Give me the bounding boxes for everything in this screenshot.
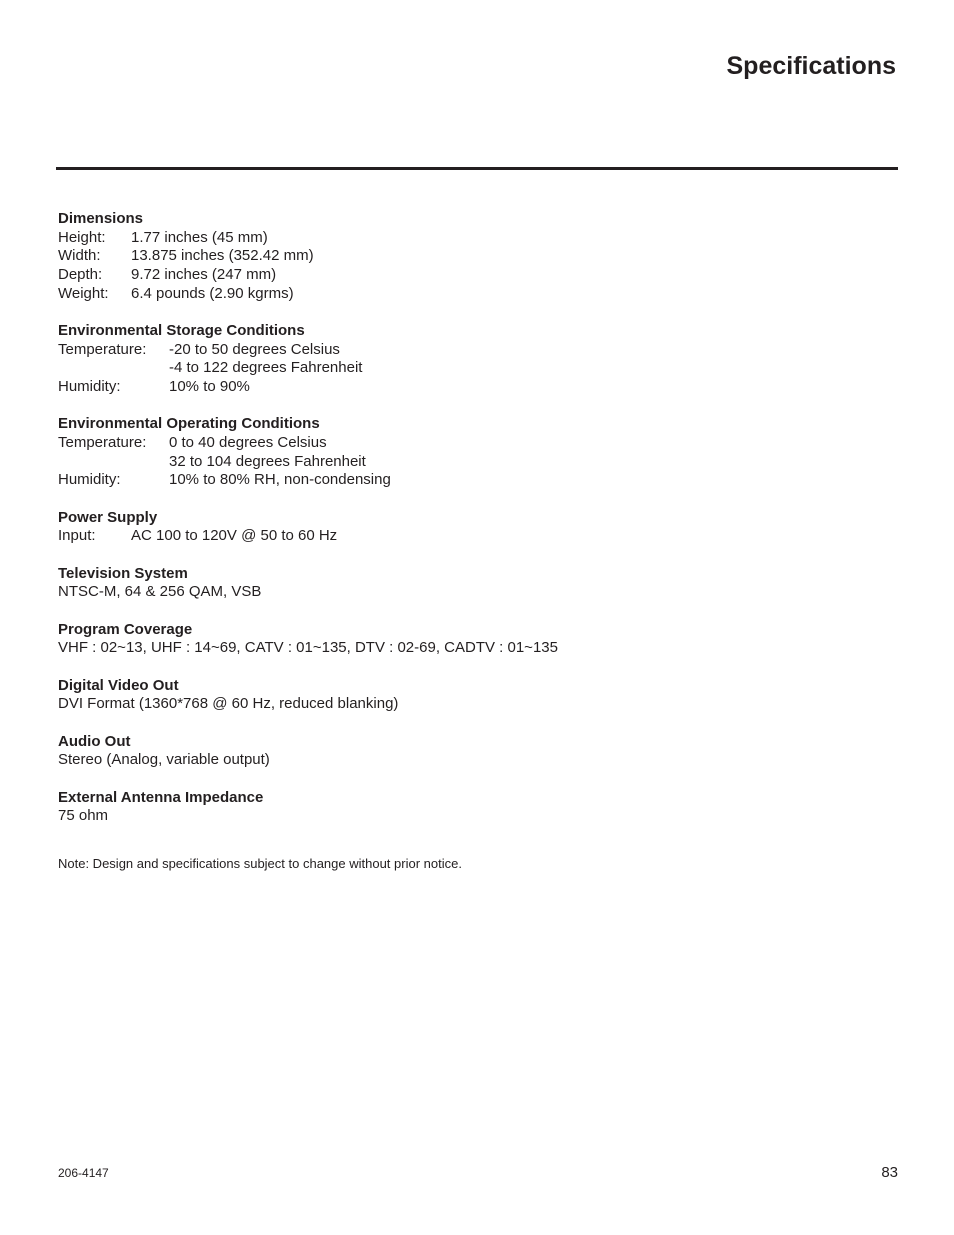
section-audio-out <box>58 733 898 770</box>
section-dimensions <box>58 210 898 303</box>
spec-label: Input: <box>58 527 96 545</box>
section-antenna-impedance <box>58 789 898 826</box>
spec-row-width <box>58 247 898 266</box>
spec-text: NTSC-M, 64 & 256 QAM, VSB <box>58 583 262 601</box>
spec-value: -20 to 50 degrees Celsius <box>169 340 340 358</box>
section-heading-dimensions: Dimensions <box>58 210 144 227</box>
spec-row-weight <box>58 285 898 304</box>
spec-row-storage-humidity <box>58 378 898 397</box>
spec-text: Stereo (Analog, variable output) <box>58 751 270 769</box>
spec-value: 9.72 inches (247 mm) <box>131 266 277 284</box>
spec-value: -4 to 122 degrees Fahrenheit <box>169 359 363 377</box>
page-number: 83 <box>881 1164 898 1181</box>
spec-label: Temperature: <box>58 434 147 452</box>
section-digital-video-out <box>58 677 898 714</box>
title-divider <box>56 167 898 170</box>
spec-row-operating-humidity <box>58 471 898 490</box>
spec-value: 32 to 104 degrees Fahrenheit <box>169 452 366 470</box>
spec-value: AC 100 to 120V @ 50 to 60 Hz <box>131 527 338 545</box>
section-television-system <box>58 565 898 602</box>
section-heading-tv-system: Television System <box>58 564 188 582</box>
spec-label: Weight: <box>58 284 109 302</box>
section-storage-conditions <box>58 322 898 397</box>
spec-label: Humidity: <box>58 378 121 396</box>
section-heading-power: Power Supply <box>58 508 158 526</box>
footnote: Note: Design and specifications subject to change without prior notice. <box>58 856 462 871</box>
spec-row-operating-temperature <box>58 434 898 453</box>
spec-row-storage-temperature <box>58 341 898 360</box>
spec-value: 6.4 pounds (2.90 kgrms) <box>131 284 294 302</box>
spec-label: Height: <box>58 228 106 246</box>
section-heading-storage: Environmental Storage Conditions <box>58 322 305 340</box>
section-power-supply <box>58 509 898 546</box>
spec-text: VHF : 02~13, UHF : 14~69, CATV : 01~135, DTV : 02-69, CADTV : 01~135 <box>58 639 558 657</box>
spec-row-operating-temperature-f <box>58 453 898 472</box>
spec-row-power-input <box>58 527 898 546</box>
spec-label: Temperature: <box>58 340 147 358</box>
spec-label: Width: <box>58 247 101 265</box>
page-title: Specifications <box>726 52 896 80</box>
spec-label: Depth: <box>58 266 103 284</box>
section-program-coverage <box>58 621 898 658</box>
section-heading-audio-out: Audio Out <box>58 732 131 750</box>
section-heading-operating: Environmental Operating Conditions <box>58 415 320 433</box>
spec-label <box>58 359 169 378</box>
spec-value: 10% to 80% RH, non-condensing <box>169 471 391 489</box>
spec-label: Humidity: <box>58 471 121 489</box>
spec-row-storage-temperature-f <box>58 359 898 378</box>
spec-value: 10% to 90% <box>169 378 250 396</box>
section-heading-digital-video-out: Digital Video Out <box>58 676 179 694</box>
spec-text: DVI Format (1360*768 @ 60 Hz, reduced blanking) <box>58 695 399 713</box>
spec-value: 1.77 inches (45 mm) <box>131 228 268 246</box>
spec-content <box>58 210 898 845</box>
spec-row-depth <box>58 266 898 285</box>
spec-text: 75 ohm <box>58 807 109 825</box>
spec-value: 13.875 inches (352.42 mm) <box>131 247 314 265</box>
spec-row-height <box>58 229 898 248</box>
spec-value: 0 to 40 degrees Celsius <box>169 434 327 452</box>
section-operating-conditions <box>58 415 898 490</box>
section-heading-antenna: External Antenna Impedance <box>58 788 264 806</box>
section-heading-program-coverage: Program Coverage <box>58 620 193 638</box>
spec-label <box>58 453 169 472</box>
document-number: 206-4147 <box>58 1166 109 1180</box>
